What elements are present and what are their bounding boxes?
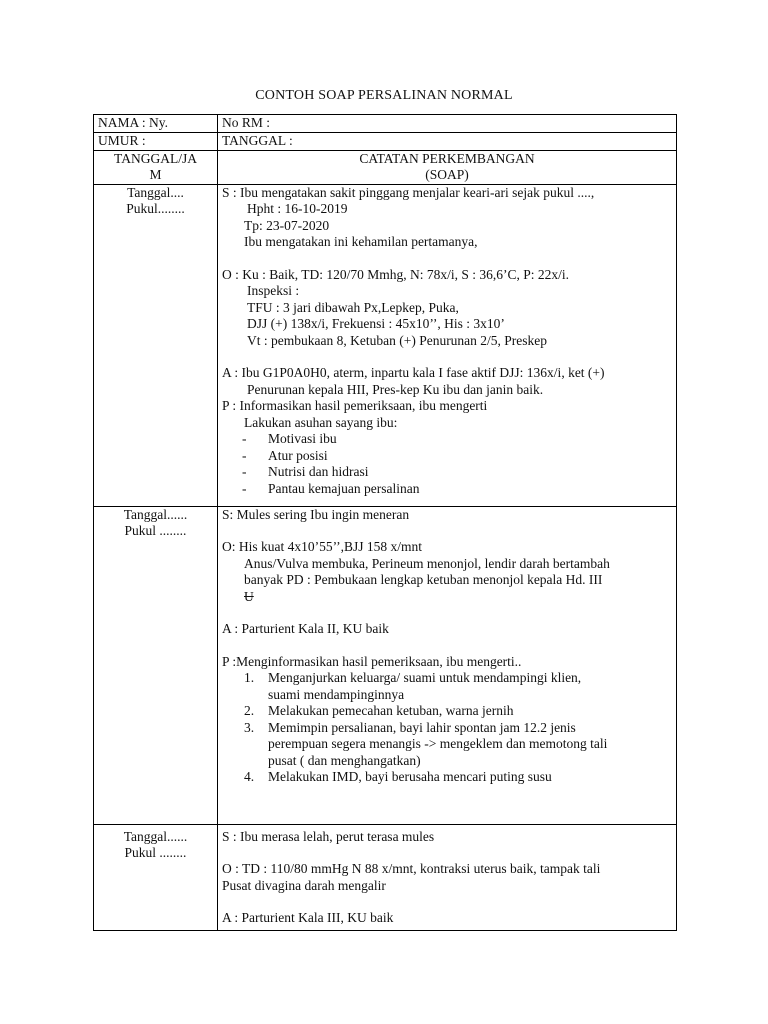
entry-1-subjective: S : Ibu mengatakan sakit pinggang menjalar keari-ari sejak pukul ...., (222, 184, 595, 200)
header-row-name (94, 115, 677, 133)
entry-3-assessment: A : Parturient Kala III, KU baik (222, 910, 394, 925)
column-header-row (94, 150, 677, 184)
entry-1-date: Tanggal.... (127, 184, 184, 200)
entry-1-time: Pukul........ (126, 201, 185, 216)
entry-2-objective: O: His kuat 4x10’55’’,BJJ 158 x/mnt (222, 539, 422, 554)
entry-1-datetime (94, 184, 218, 506)
entry-3-objective: O : TD : 110/80 mmHg N 88 x/mnt, kontraksi uterus baik, tampak tali (222, 861, 601, 876)
entry-2-notes: S: Mules sering Ibu ingin meneran O: His kuat 4x10’55’’,BJJ 158 x/mnt Anus/Vulva membuka, Perineum menonjol, lendir darah bertambah banyak PD : Pembukaan lengkap ketuban menonjol kepala Hd. III U A : Parturient Kala II, KU baik P :Menginformasikan hasil pemeriksaan, ibu mengerti.. 1. Menganjurkan keluarga/ suami untuk mendampingi klien, suami mendampinginnya 2. Melakukan pemecahan ketuban, warna jernih 3. Memimpin persalianan, bayi lahir spontan jam 12.2 jenis perempuan segera menangis -> mengeklem dan memotong tali pusat ( dan menghangatkan) 4. Melakukan IMD, bayi berusaha mencari puting susu (218, 506, 677, 824)
list-item: - Nutrisi dan hidrasi (242, 464, 369, 479)
no-rm-cell: No RM : (218, 115, 677, 133)
entry-3-time: Pukul ........ (124, 845, 187, 860)
soap-entry-2 (94, 506, 677, 824)
list-item: - Motivasi ibu (242, 431, 337, 446)
page-title: CONTOH SOAP PERSALINAN NORMAL (255, 88, 513, 103)
entry-3-subjective: S : Ibu merasa lelah, perut terasa mules (222, 828, 435, 844)
entry-3-datetime (94, 824, 218, 930)
entry-2-datetime (94, 506, 218, 824)
entry-1-assessment: A : Ibu G1P0A0H0, aterm, inpartu kala I fase aktif DJJ: 136x/i, ket (+) (222, 365, 605, 380)
entry-2-time: Pukul ........ (124, 523, 187, 538)
entry-2-subjective: S: Mules sering Ibu ingin meneran (222, 506, 410, 522)
soap-table (93, 114, 677, 931)
soap-entry-3 (94, 824, 677, 930)
entry-1-notes: S : Ibu mengatakan sakit pinggang menjalar keari-ari sejak pukul ...., Hpht : 16-10-2019 Tp: 23-07-2020 Ibu mengatakan ini kehamilan pertamanya, O : Ku : Baik, TD: 120/70 Mmhg, N: 78x/i, S : 36,6’C, P: 22x/i. Inspeksi : TFU : 3 jari dibawah Px,Lepkep, Puka, DJJ (+) 138x/i, Frekuensi : 45x10’’, His : 3x10’ Vt : pembukaan 8, Ketuban (+) Penurunan 2/5, Preskep A : Ibu G1P0A0H0, aterm, inpartu kala I fase aktif DJJ: 136x/i, ket (+) Penurunan kepala HII, Pres-kep Ku ibu dan janin baik. P : Informasikan hasil pemeriksaan, ibu mengerti Lakukan asuhan sayang ibu: - Motivasi ibu - Atur posisi - Nutrisi dan hidrasi - Pantau kemajuan persalinan (218, 184, 677, 506)
tanggal-cell: TANGGAL : (218, 133, 677, 151)
entry-3-notes: S : Ibu merasa lelah, perut terasa mules O : TD : 110/80 mmHg N 88 x/mnt, kontraksi uterus baik, tampak tali Pusat divagina darah mengalir A : Parturient Kala III, KU baik (218, 824, 677, 930)
list-item: 1. Menganjurkan keluarga/ suami untuk mendampingi klien, suami mendampinginnya (244, 670, 582, 702)
umur-cell: UMUR : (94, 133, 218, 151)
list-item: - Atur posisi (242, 447, 328, 463)
notes-column-header: CATATAN PERKEMBANGAN (SOAP) (218, 150, 677, 184)
list-item: - Pantau kemajuan persalinan (242, 480, 420, 496)
entry-2-date: Tanggal...... (123, 506, 188, 522)
entry-1-objective: O : Ku : Baik, TD: 120/70 Mmhg, N: 78x/i, S : 36,6’C, P: 22x/i. (222, 266, 570, 282)
header-row-age (94, 133, 677, 151)
list-item: 4. Melakukan IMD, bayi berusaha mencari puting susu (244, 769, 552, 784)
soap-entry-1 (94, 184, 677, 506)
list-item: 3. Memimpin persalianan, bayi lahir spontan jam 12.2 jenis perempuan segera menangis -> mengeklem dan memotong tali pusat ( dan menghangatkan) (244, 719, 608, 768)
nama-cell: NAMA : Ny. (94, 115, 218, 133)
entry-3-date: Tanggal...... (123, 828, 188, 844)
date-column-header: TANGGAL/JA M (94, 150, 218, 184)
entry-2-plan: P :Menginformasikan hasil pemeriksaan, ibu mengerti.. (222, 653, 522, 669)
entry-2-assessment: A : Parturient Kala II, KU baik (222, 621, 389, 636)
list-item: 2. Melakukan pemecahan ketuban, warna jernih (244, 703, 514, 718)
entry-1-plan: P : Informasikan hasil pemeriksaan, ibu mengerti (222, 398, 488, 413)
